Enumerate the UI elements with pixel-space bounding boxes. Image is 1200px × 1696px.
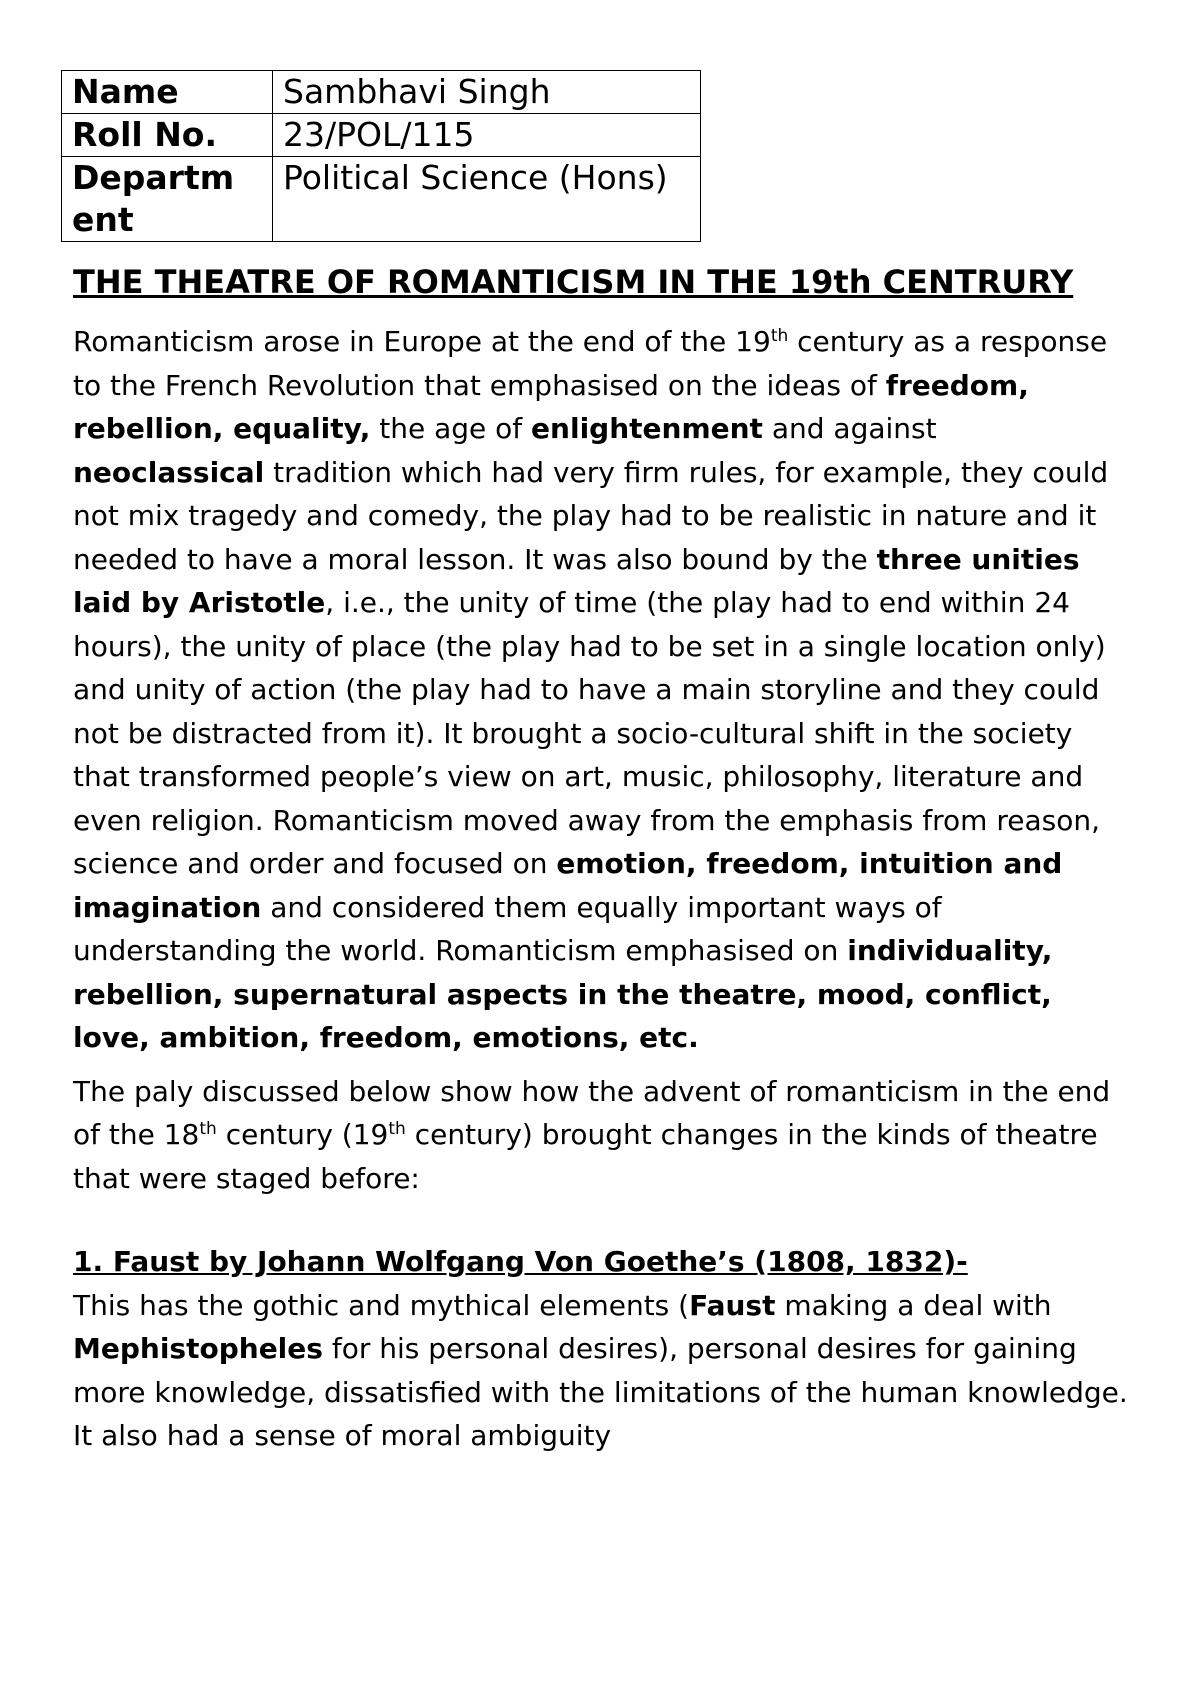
bold-text: neoclassical [73,455,265,489]
bold-text: enlightenment [531,412,763,445]
bold-text: emotion, freedom, intuition and imagination [73,847,1063,924]
text-run: tradition which had very firm rules, for example, they could not mix tragedy and comedy, the play had to be realistic in nature and it needed to have a moral lesson. It was also bound by the [73,455,1109,576]
text-run: the age of [370,412,532,445]
faust-paragraph [73,1284,1133,1458]
bold-text: individuality, rebellion, supernatural aspects in the theatre, mood, conflict, love, ambition, freedom, emotions, etc. [73,934,1053,1054]
transition-paragraph [73,1070,1133,1201]
name-value: Sambhavi Singh [273,71,701,114]
bold-text: Mephistopheles [73,1332,323,1365]
text-run: This has the gothic and mythical elements ( [73,1288,690,1322]
bold-text: three unities laid by Aristotle [73,542,1080,619]
document-title: THE THEATRE OF ROMANTICISM IN THE 19th CENTRURY [73,263,1074,301]
text-run: , i.e., the unity of time (the play had to end within 24 hours), the unity of place (the play had to be set in a single location only) and unity of action (the play had to have a main storyline and they could not be distracted from it). It brought a socio-cultural shift in the society that transformed people’s view on art, music, philosophy, literature and even religion. Romanticism moved away from the emphasis from reason, science and order and focused on [73,586,1106,880]
text-run: century (19 [216,1118,389,1151]
roll-row [62,114,701,157]
text-run: and against [762,412,937,445]
bold-text: Faust [689,1288,776,1322]
roll-value: 23/POL/115 [273,114,701,157]
text-run: The paly discussed below show how the advent of romanticism in the end of the 18 [73,1074,1111,1151]
name-label: Name [62,71,273,114]
text-run: making a deal with [775,1288,1052,1322]
text-run: century) brought changes in the kinds of theatre that were staged before: [73,1118,1098,1195]
department-row [62,157,701,242]
text-run: Romanticism arose in Europe at the end of the 19 [73,325,771,358]
student-info-table [61,70,701,242]
superscript: th [199,1118,217,1139]
bold-text: freedom, rebellion, equality, [73,368,1029,445]
section-heading-faust: 1. Faust by Johann Wolfgang Von Goethe’s (1808, 1832)- [73,1245,968,1278]
name-row [62,71,701,114]
document-page [73,70,1133,1458]
department-label: Departm ent [62,157,273,242]
roll-label: Roll No. [62,114,273,157]
department-value: Political Science (Hons) [273,157,701,242]
intro-paragraph [73,320,1133,1060]
text-run: and considered them equally important ways of understanding the world. Romanticism emphasised on [73,890,942,967]
superscript: th [388,1118,406,1139]
text-run: century as a response to the French Revolution that emphasised on the ideas of [73,325,1108,402]
text-run: for his personal desires), personal desires for gaining more knowledge, dissatisfied with the limitations of the human knowledge. It also had a sense of moral ambiguity [73,1332,1128,1452]
superscript: th [770,325,789,346]
